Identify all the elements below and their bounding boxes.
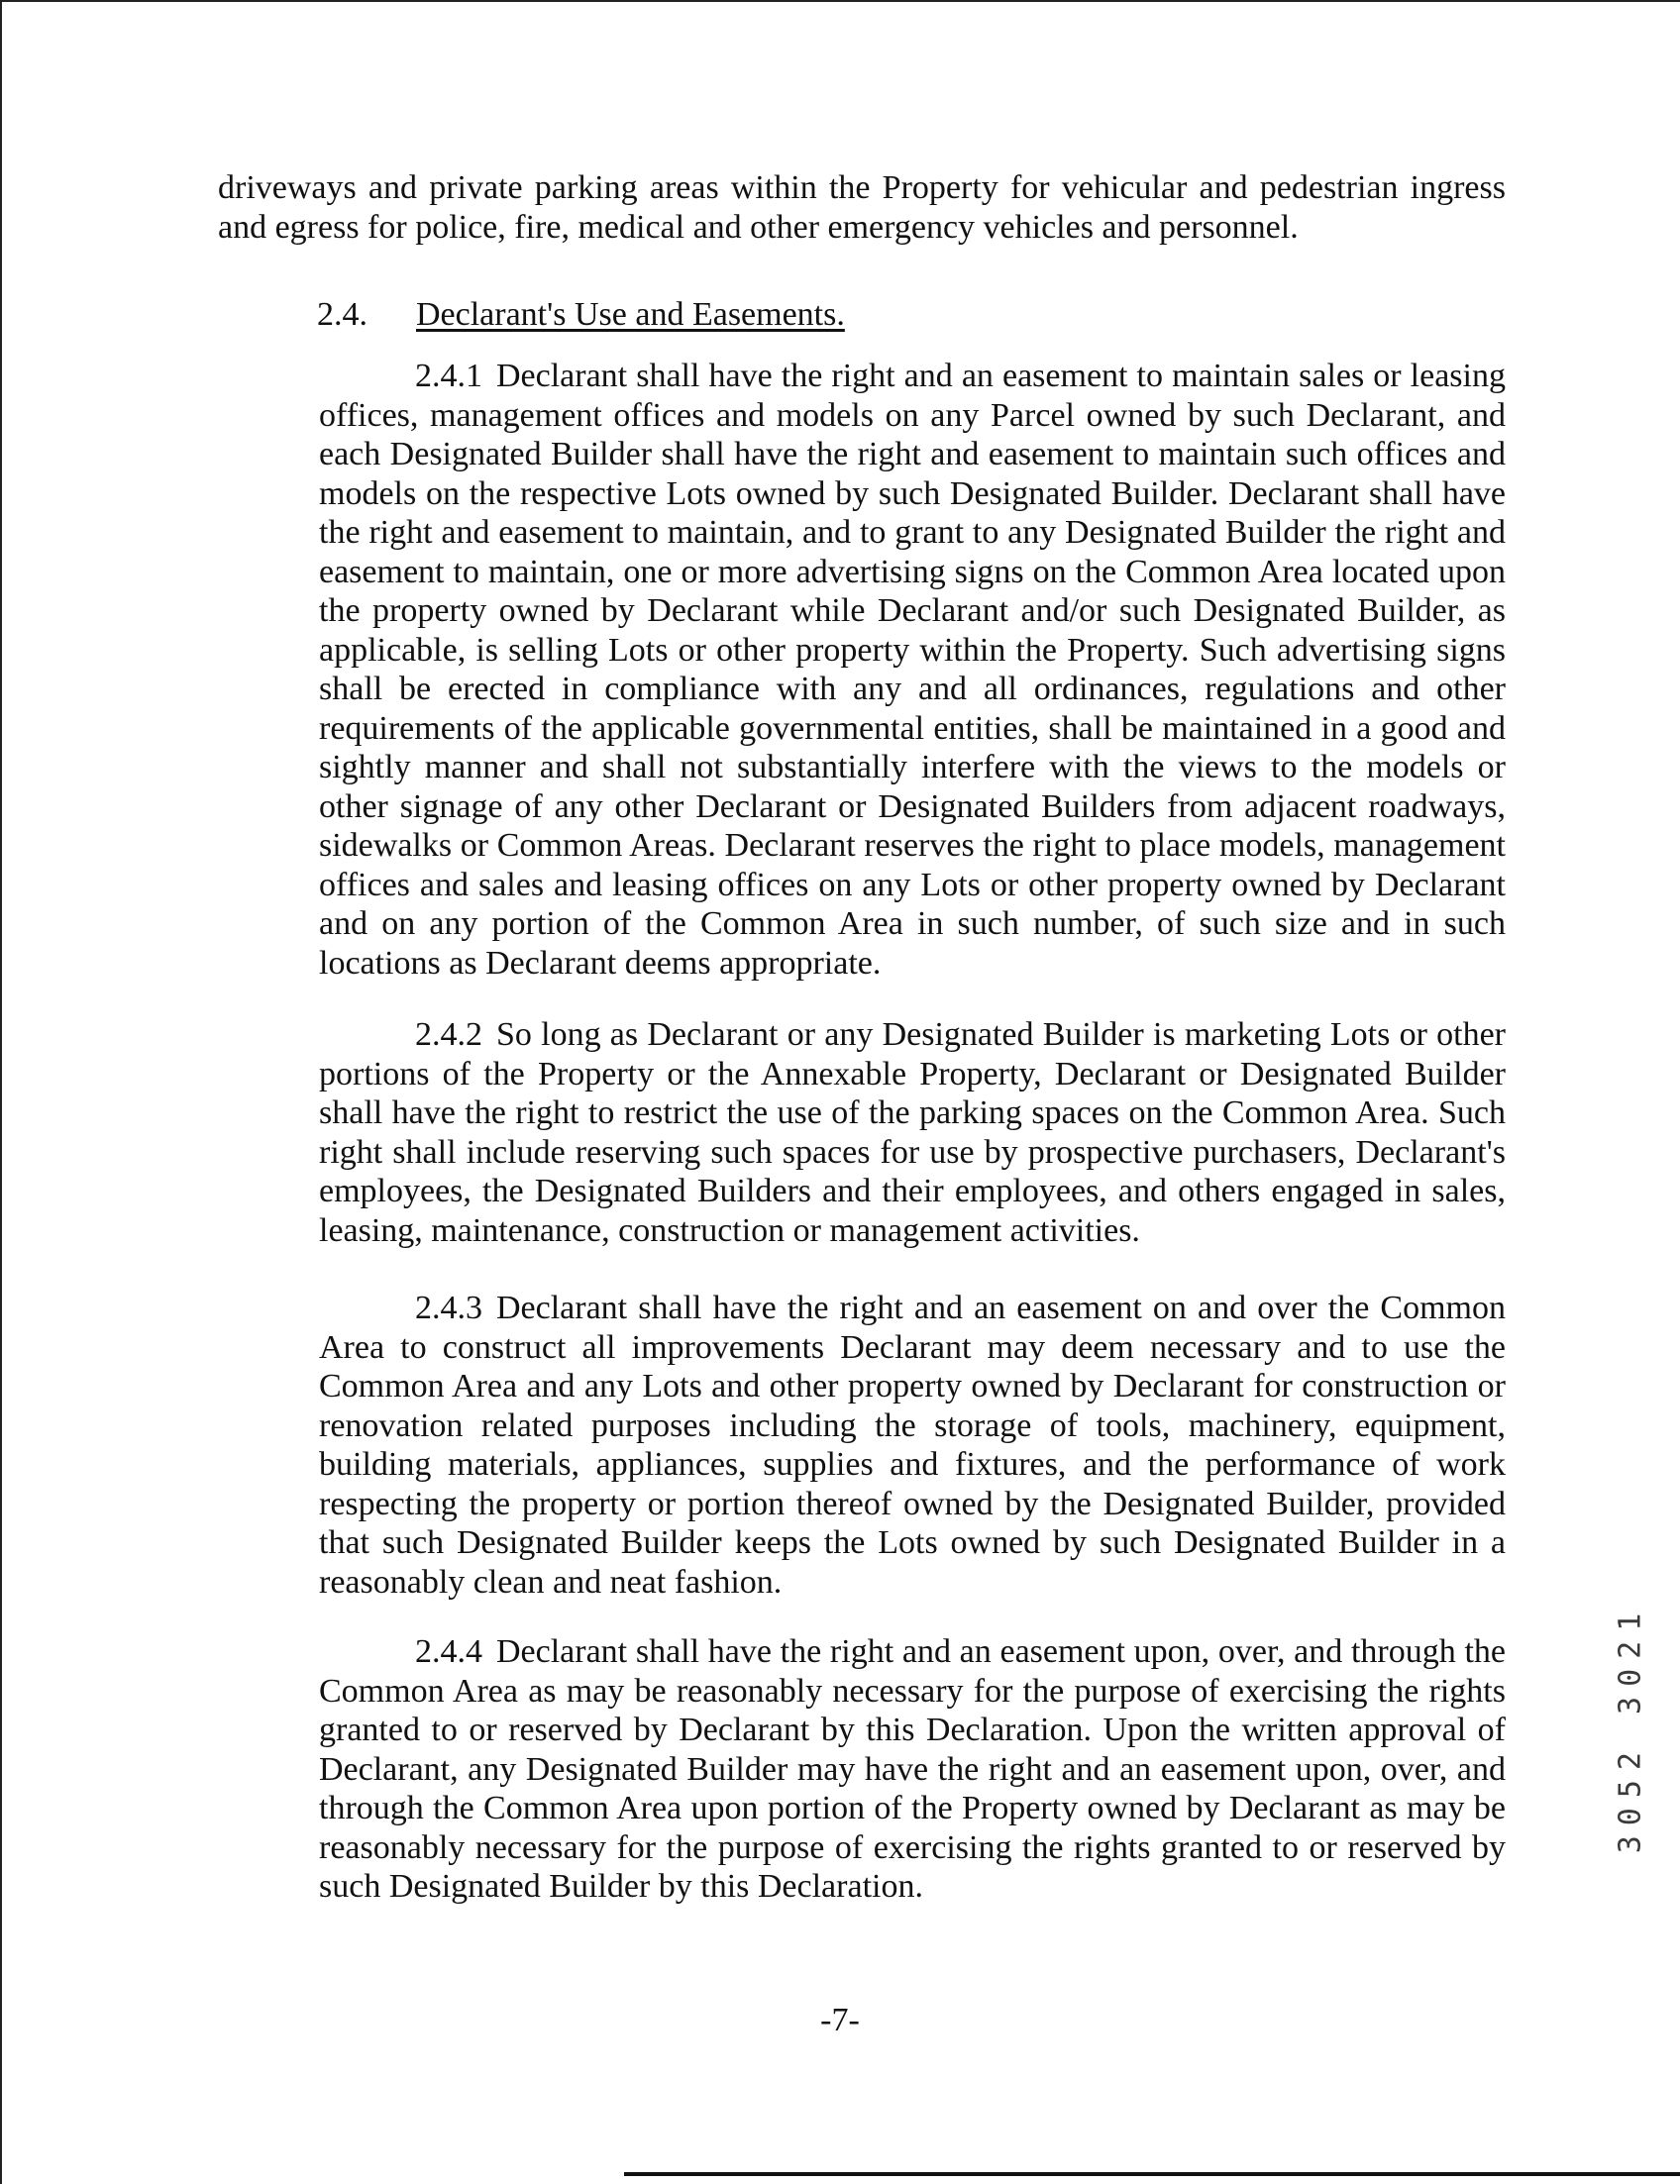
paragraph-text: Declarant shall have the right and an easement upon, over, and through the Common Area as may be reasonably necessary for the purpose of exercising the rights granted to or reserved by Declarant by this Declaration. Upon the written approval of Declarant, any Designated Builder may have the right and an easement upon, over, and through the Common Area upon portion of the Property owned by Declarant as may be reasonably necessary for the purpose of exercising the rights granted to or reserved by such Designated Builder by this Declaration. <box>319 1633 1506 1905</box>
margin-stamp <box>1611 1545 1650 1912</box>
paragraph-2-4-2 <box>319 1015 1506 1250</box>
paragraph-number: 2.4.4 <box>415 1633 482 1670</box>
paragraph-text: Declarant shall have the right and an easement on and over the Common Area to construct all improvements Declarant may deem necessary and to use the Common Area and any Lots and other property owned by Declarant for construction or renovation related purposes including the storage of tools, machinery, equipment, building materials, appliances, supplies and fixtures, and the performance of work respecting the property or portion thereof owned by the Designated Builder, provided that such Designated Builder keeps the Lots owned by such Designated Builder in a reasonably clean and neat fashion. <box>319 1290 1506 1601</box>
scan-bottom-edge <box>624 2172 1680 2176</box>
section-heading <box>317 295 845 335</box>
scan-top-edge <box>0 0 1680 2</box>
section-number: 2.4. <box>317 296 368 333</box>
paragraph-2-4-3 <box>319 1289 1506 1602</box>
paragraph-number: 2.4.3 <box>415 1290 482 1326</box>
section-title: Declarant's Use and Easements. <box>416 296 845 333</box>
scan-left-edge <box>0 0 2 2184</box>
margin-stamp-text: 3052 3021 <box>1613 1603 1648 1854</box>
paragraph-number: 2.4.2 <box>415 1016 482 1053</box>
page-number: -7- <box>820 2002 860 2038</box>
paragraph-2-4-4 <box>319 1632 1506 1907</box>
paragraph-number: 2.4.1 <box>415 358 482 394</box>
paragraph-2-4-1 <box>319 357 1506 983</box>
intro-paragraph: driveways and private parking areas within the Property for vehicular and pedestrian ingress and egress for police, fire, medical and other emergency vehicles and personnel. <box>218 169 1506 246</box>
paragraph-text: Declarant shall have the right and an easement to maintain sales or leasing offices, management offices and models on any Parcel owned by such Declarant, and each Designated Builder shall have the right and easement to maintain such offices and models on the respective Lots owned by such Designated Builder. Declarant shall have the right and easement to maintain, and to grant to any Designated Builder the right and easement to maintain, one or more advertising signs on the Common Area located upon the property owned by Declarant while Declarant and/or such Designated Builder, as applicable, is selling Lots or other property within the Property. Such advertising signs shall be erected in compliance with any and all ordinances, regulations and other requirements of the applicable governmental entities, shall be maintained in a good and sightly manner and shall not substantially interfere with the views to the models or other signage of any other Declarant or Designated Builders from adjacent roadways, sidewalks or Common Areas. Declarant reserves the right to place models, management offices and sales and leasing offices on any Lots or other property owned by Declarant and on any portion of the Common Area in such number, of such size and in such locations as Declarant deems appropriate. <box>319 358 1506 982</box>
paragraph-text: So long as Declarant or any Designated Builder is marketing Lots or other portions of the Property or the Annexable Property, Declarant or Designated Builder shall have the right to restrict the use of the parking spaces on the Common Area. Such right shall include reserving such spaces for use by prospective purchasers, Declarant's employees, the Designated Builders and their employees, and others engaged in sales, leasing, maintenance, construction or management activities. <box>319 1016 1506 1249</box>
